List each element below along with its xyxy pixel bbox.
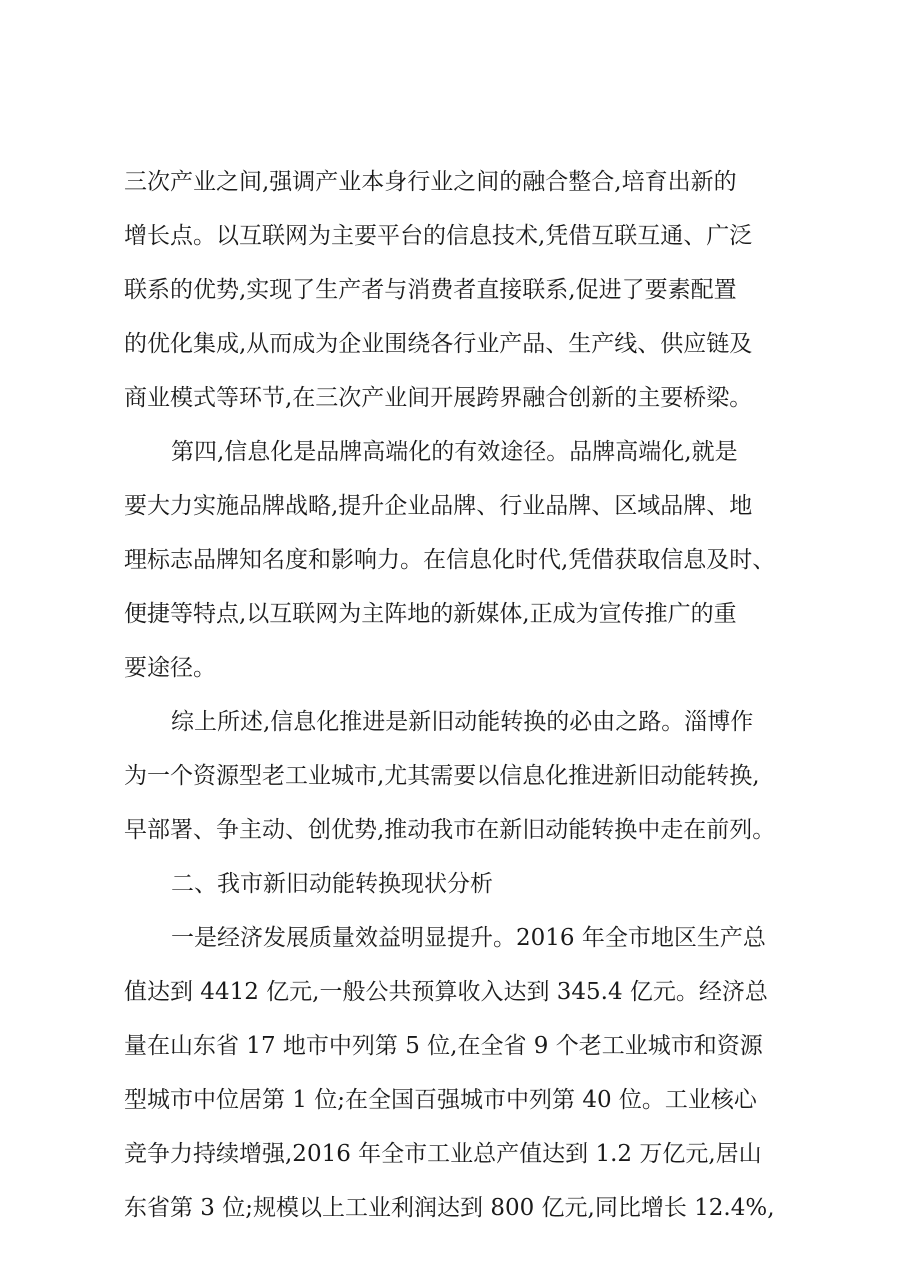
text-line: 要大力实施品牌战略,提升企业品牌、行业品牌、区域品牌、地 (124, 493, 753, 519)
paragraph-start-line: 一是经济发展质量效益明显提升。2016 年全市地区生产总 (171, 925, 766, 951)
text-line: 联系的优势,实现了生产者与消费者直接联系,促进了要素配置 (124, 277, 737, 303)
text-line: 竞争力持续增强,2016 年全市工业总产值达到 1.2 万亿元,居山 (124, 1141, 762, 1167)
text-line: 量在山东省 17 地市中列第 5 位,在全省 9 个老工业城市和资源 (124, 1033, 763, 1059)
text-line: 要途径。 (124, 655, 216, 681)
text-line: 早部署、争主动、创优势,推动我市在新旧动能转换中走在前列。 (124, 817, 776, 843)
text-line: 增长点。以互联网为主要平台的信息技术,凭借互联互通、广泛 (124, 223, 753, 249)
text-line: 的优化集成,从而成为企业围绕各行业产品、生产线、供应链及 (124, 331, 753, 357)
text-line: 值达到 4412 亿元,一般公共预算收入达到 345.4 亿元。经济总 (124, 979, 768, 1005)
text-line: 东省第 3 位;规模以上工业利润达到 800 亿元,同比增长 12.4%, (124, 1195, 775, 1221)
paragraph-start-line: 第四,信息化是品牌高端化的有效途径。品牌高端化,就是 (171, 439, 738, 465)
paragraph-start-line: 综上所述,信息化推进是新旧动能转换的必由之路。淄博作 (171, 709, 754, 735)
text-line: 型城市中位居第 1 位;在全国百强城市中列第 40 位。工业核心 (124, 1087, 757, 1113)
text-line: 理标志品牌知名度和影响力。在信息化时代,凭借获取信息及时、 (124, 547, 776, 573)
text-line: 三次产业之间,强调产业本身行业之间的融合整合,培育出新的 (124, 169, 737, 195)
text-line: 便捷等特点,以互联网为主阵地的新媒体,正成为宣传推广的重 (124, 601, 737, 627)
text-line: 商业模式等环节,在三次产业间开展跨界融合创新的主要桥梁。 (124, 385, 753, 411)
text-line: 为一个资源型老工业城市,尤其需要以信息化推进新旧动能转换, (124, 763, 760, 789)
section-heading: 二、我市新旧动能转换现状分析 (171, 871, 493, 897)
